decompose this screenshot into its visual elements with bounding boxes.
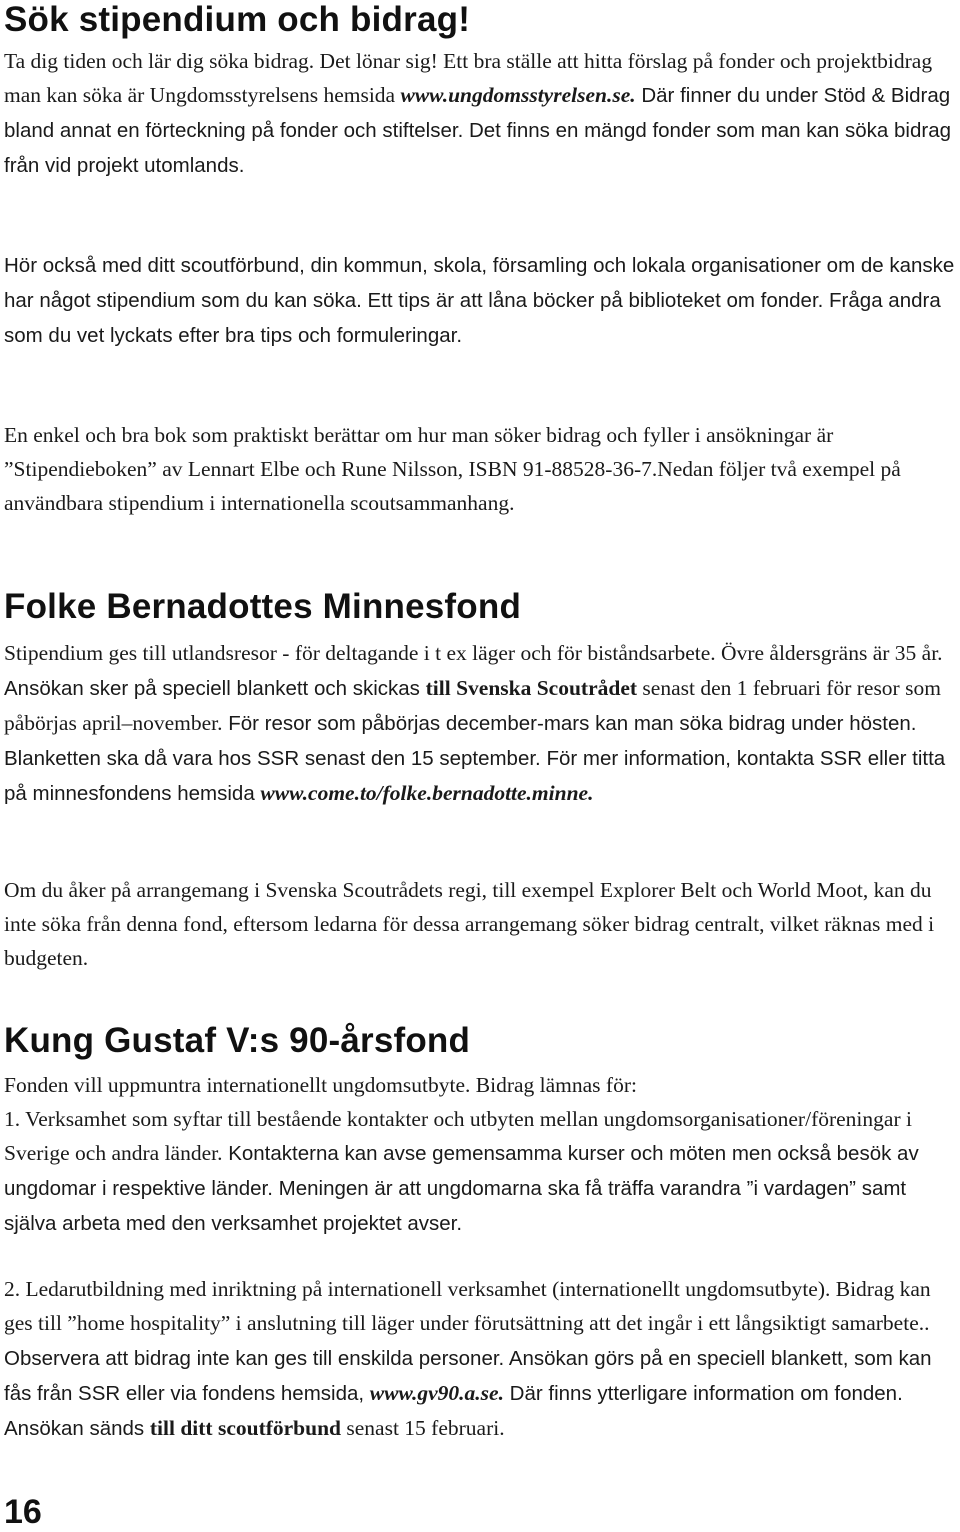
gustaf-intro: Fonden vill uppmuntra internationellt ungdomsutbyte. Bidrag lämnas för: (4, 1073, 637, 1097)
page-number: 16 (4, 1493, 42, 1531)
folke-text-d: För resor som påbörjas december-mars kan man söka bidrag under hösten. (222, 712, 917, 735)
gustaf-url-link[interactable]: www.gv90.a.se. (369, 1381, 504, 1405)
folke-text-c: senast den 1 februari för resor som påbörjas april–november. (4, 676, 941, 735)
gustaf-bold-recipient: till ditt scoutförbund (149, 1416, 342, 1440)
folke-text-f: För mer information, kontakta SSR eller titta på minnesfondens hemsida (4, 747, 946, 805)
folke-paragraph-2: Om du åker på arrangemang i Svenska Scoutrådets regi, till exempel Explorer Belt och World Moot, kan du inte söka från denna fond, eftersom ledarna för dessa arrangemang söker bidrag centralt, vilket räknas med i budgeten. (4, 878, 935, 970)
folke-url-link[interactable]: www.come.to/folke.bernadotte.minne. (260, 781, 594, 805)
intro-text-2: Där finner du under Stöd & Bidrag bland annat en förteckning på fonder och stiftelser. (4, 84, 951, 142)
tips-text-2: Ett tips är att låna böcker på biblioteket om fonder. (361, 289, 824, 312)
intro-url-link[interactable]: www.ungdomsstyrelsen.se. (400, 83, 636, 107)
tips-text-3: Fråga andra som du vet lyckats efter bra tips och formuleringar. (4, 289, 941, 347)
tips-text-1: Hör också med ditt scoutförbund, din kommun, skola, församling och lokala organisationer om de kanske har något stipendium som du kan söka. (4, 254, 955, 312)
intro-text-1: Ta dig tiden och lär dig söka bidrag. Det lönar sig! Ett bra ställe att hitta förslag på fonder och projektbidrag man kan söka är Ungdomsstyrelsens hemsida (4, 49, 933, 107)
tips-paragraph (4, 248, 956, 353)
folke-text-b: Ansökan sker på speciell blankett och skickas (4, 677, 426, 700)
gustaf-item2-text-f: senast 15 februari. (341, 1416, 505, 1440)
intro-paragraph (4, 44, 956, 183)
gustaf-item2-text-a: 2. Ledarutbildning med inriktning på internationell verksamhet (internationellt ungdomsutbyte). Bidrag kan ges till ”home hospitality” i anslutning till läger under förutsättning att det ingår i ett långsiktigt samarbete.. (4, 1277, 931, 1335)
folke-text-e: Blanketten ska då vara hos SSR senast den 15 september. (4, 747, 541, 770)
gustaf-item1-text-b: Kontakterna kan avse gemensamma kurser och möten men också besök av ungdomar i respektive länder. (4, 1142, 919, 1200)
gustaf-item-2 (4, 1272, 960, 1446)
gustaf-item2-text-d: Där finns ytterligare information om fonden. (503, 1382, 903, 1405)
folke-bold-recipient: till Svenska Scoutrådet (425, 676, 638, 700)
folke-text-a: Stipendium ges till utlandsresor - för deltagande i t ex läger och för biståndsarbete. Övre åldersgräns är 35 år. (4, 641, 943, 665)
section-title-kung-gustaf: Kung Gustaf V:s 90-årsfond (4, 1021, 471, 1060)
gustaf-item2-text-e: Ansökan sänds (4, 1417, 150, 1440)
gustaf-item1-text-c: Meningen är att ungdomarna ska få träffa varandra ”i vardagen” samt själva arbeta med den verksamhet projektet avser. (4, 1177, 907, 1235)
gustaf-item-1 (4, 1102, 956, 1241)
section-title-folke-bernadotte: Folke Bernadottes Minnesfond (4, 587, 522, 626)
gustaf-item2-text-b: Observera att bidrag inte kan ges till enskilda personer. (4, 1347, 505, 1370)
gustaf-item2-text-c: Ansökan görs på en speciell blankett, som kan fås från SSR eller via fondens hemsida, (4, 1347, 932, 1405)
gustaf-item1-text-a: 1. Verksamhet som syftar till bestående kontakter och utbyten mellan ungdomsorganisationer/föreningar i Sverige och andra länder. (4, 1107, 912, 1165)
page-title: Sök stipendium och bidrag! (4, 0, 471, 39)
folke-paragraph-1 (4, 636, 960, 811)
intro-text-3: Det finns en mängd fonder som man kan söka bidrag från vid projekt utomlands. (4, 119, 951, 177)
book-paragraph: En enkel och bra bok som praktiskt berättar om hur man söker bidrag och fyller i ansökningar är ”Stipendieboken” av Lennart Elbe och Rune Nilsson, ISBN 91-88528-36-7.Nedan följer två exempel på användbara stipendium i internationella scoutsammanhang. (4, 423, 901, 515)
